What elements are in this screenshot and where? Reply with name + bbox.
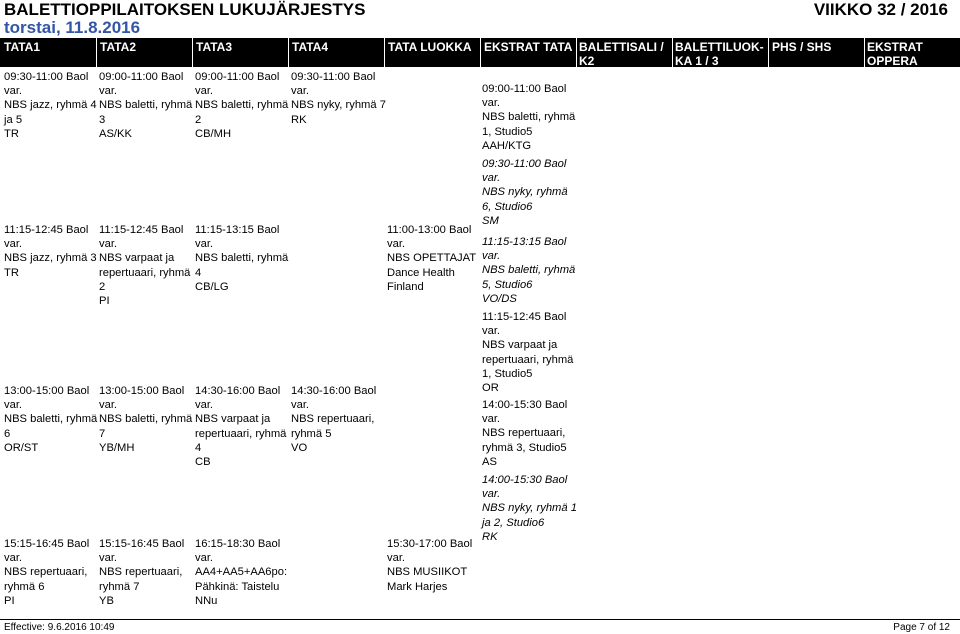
footer-effective: Effective: 9.6.2016 10:49 — [4, 622, 115, 633]
column-divider — [576, 38, 577, 67]
column-header-tata3: TATA3 — [196, 40, 232, 54]
event-block[interactable]: 09:00-11:00 Baol var. NBS baletti, ryhmä 1, Studio5 AAH/KTG — [482, 83, 576, 152]
column-header-phs-shs: PHS / SHS — [772, 40, 832, 54]
column-header-ekstrat-oppera: EKSTRAT OPPERA — [867, 40, 923, 68]
event-block[interactable]: 11:15-12:45 Baol var. NBS varpaat ja repertuaari, ryhmä 1, Studio5 OR — [482, 311, 574, 395]
column-divider — [672, 38, 673, 67]
event-block[interactable]: 14:30-16:00 Baol var. NBS repertuaari, ryhmä 5 VO — [291, 385, 377, 454]
event-block[interactable]: 11:15-13:15 Baol var. NBS baletti, ryhmä 5, Studio6 VO/DS — [482, 236, 576, 305]
column-divider — [480, 38, 481, 67]
column-header-tata-luokka: TATA LUOKKA — [388, 40, 472, 54]
event-block[interactable]: 09:30-11:00 Baol var. NBS nyky, ryhmä 6, Studio6 SM — [482, 158, 568, 227]
event-block[interactable]: 14:00-15:30 Baol var. NBS repertuaari, ryhmä 3, Studio5 AS — [482, 399, 568, 468]
event-block[interactable]: 14:30-16:00 Baol var. NBS varpaat ja repertuaari, ryhmä 4 CB — [195, 385, 287, 469]
event-block[interactable]: 14:00-15:30 Baol var. NBS nyky, ryhmä 1 ja 2, Studio6 RK — [482, 474, 577, 543]
event-block[interactable]: 15:15-16:45 Baol var. NBS repertuaari, ryhmä 6 PI — [4, 538, 90, 607]
column-header-tata2: TATA2 — [100, 40, 136, 54]
column-divider — [384, 38, 385, 67]
event-block[interactable]: 16:15-18:30 Baol var. AA4+AA5+AA6po: Pähkinä: Taistelu NNu — [195, 538, 288, 607]
column-header-ekstrat-tata: EKSTRAT TATA — [484, 40, 573, 54]
column-header-tata4: TATA4 — [292, 40, 328, 54]
event-block[interactable]: 11:00-13:00 Baol var. NBS OPETTAJAT Dance Health Finland — [387, 224, 477, 293]
column-divider — [768, 38, 769, 67]
schedule-title: BALETTIOPPILAITOKSEN LUKUJÄRJESTYS — [4, 0, 366, 19]
schedule-date: torstai, 11.8.2016 — [4, 18, 141, 37]
event-block[interactable]: 09:30-11:00 Baol var. NBS jazz, ryhmä 4 ja 5 TR — [4, 71, 97, 140]
column-header-tata1: TATA1 — [4, 40, 40, 54]
event-block[interactable]: 09:00-11:00 Baol var. NBS baletti, ryhmä 2 CB/MH — [195, 71, 289, 140]
event-block[interactable]: 15:15-16:45 Baol var. NBS repertuaari, ryhmä 7 YB — [99, 538, 185, 607]
footer-page-number: Page 7 of 12 — [893, 622, 950, 633]
column-divider — [192, 38, 193, 67]
event-block[interactable]: 11:15-13:15 Baol var. NBS baletti, ryhmä 4 CB/LG — [195, 224, 289, 293]
event-block[interactable]: 09:30-11:00 Baol var. NBS nyky, ryhmä 7 RK — [291, 71, 386, 126]
week-label: VIIKKO 32 / 2016 — [813, 0, 948, 19]
column-divider — [864, 38, 865, 67]
event-block[interactable]: 13:00-15:00 Baol var. NBS baletti, ryhmä 6 OR/ST — [4, 385, 98, 454]
column-header-balettisali-k2: BALETTISALI / K2 — [579, 40, 664, 68]
event-block[interactable]: 13:00-15:00 Baol var. NBS baletti, ryhmä 7 YB/MH — [99, 385, 193, 454]
column-header-balettiluokka: BALETTILUOK- KA 1 / 3 — [675, 40, 764, 68]
column-divider — [288, 38, 289, 67]
column-divider — [96, 38, 97, 67]
event-block[interactable]: 09:00-11:00 Baol var. NBS baletti, ryhmä 3 AS/KK — [99, 71, 193, 140]
event-block[interactable]: 15:30-17:00 Baol var. NBS MUSIIKOT Mark Harjes — [387, 538, 473, 593]
event-block[interactable]: 11:15-12:45 Baol var. NBS jazz, ryhmä 3 TR — [4, 224, 97, 279]
footer-rule — [0, 619, 960, 620]
event-block[interactable]: 11:15-12:45 Baol var. NBS varpaat ja repertuaari, ryhmä 2 PI — [99, 224, 191, 308]
